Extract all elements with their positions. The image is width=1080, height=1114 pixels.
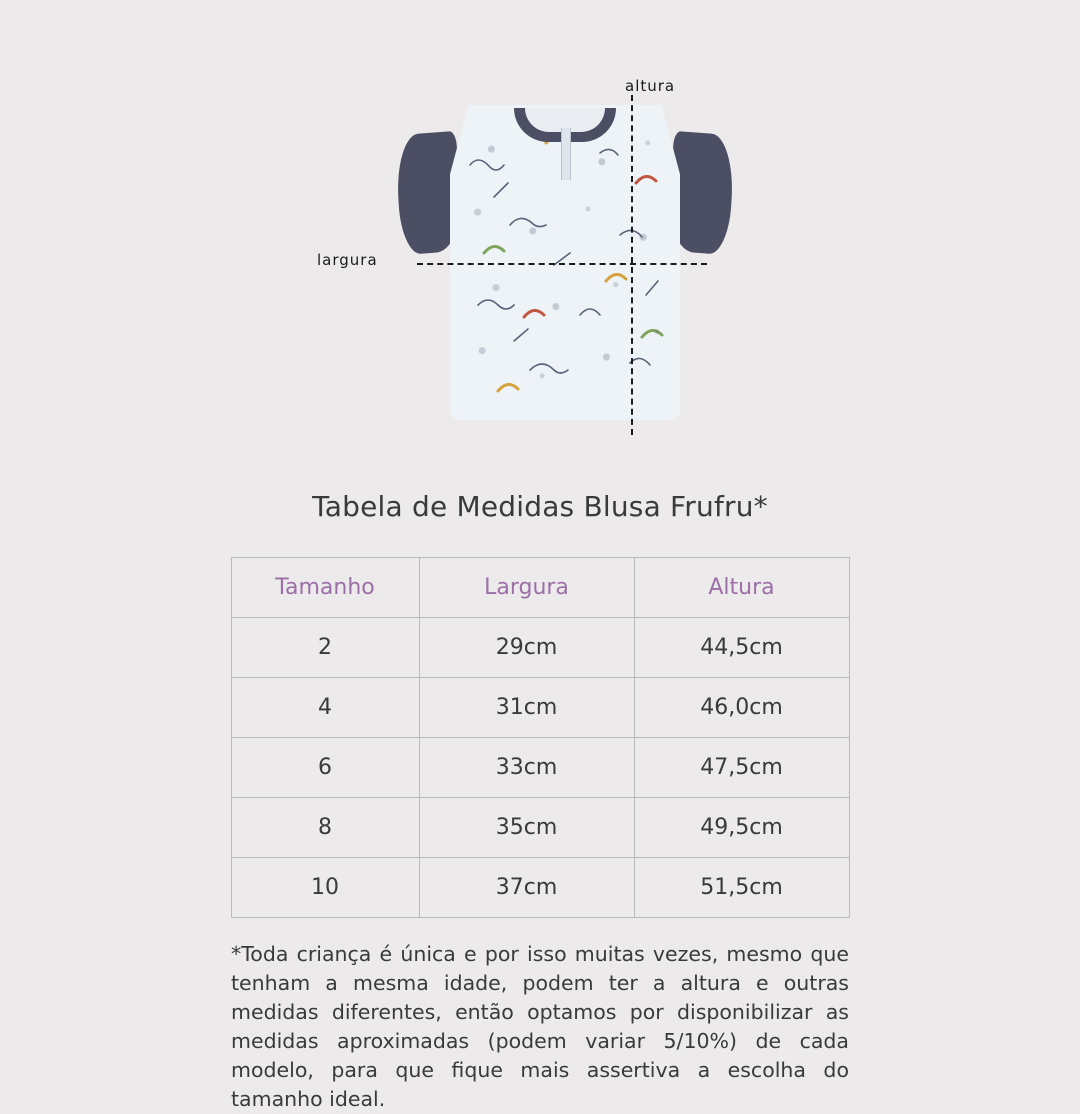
placket [561,128,571,180]
table-header-row [231,558,849,618]
garment-illustration [0,0,1080,470]
altura-label: altura [625,77,676,95]
size-table [231,557,850,918]
height-guide-line [631,95,633,435]
cell-largura: 35cm [419,798,634,858]
table-row [231,738,849,798]
cell-altura: 49,5cm [634,798,849,858]
largura-label: largura [317,251,378,269]
cell-largura: 33cm [419,738,634,798]
cell-largura: 29cm [419,618,634,678]
cell-altura: 44,5cm [634,618,849,678]
footnote-text: *Toda criança é única e por isso muitas vezes, mesmo que tenham a mesma idade, podem ter a altura e outras medidas diferentes, então optamos por disponibilizar as medidas aproximadas (podem variar 5/10%) de cada modelo, para que fique mais assertiva a escolha do tamanho ideal. [231,942,849,1111]
garment-figure [317,77,735,435]
cell-altura: 51,5cm [634,858,849,918]
width-guide-line [417,263,707,265]
column-header-altura: Altura [634,558,849,618]
page-title: Tabela de Medidas Blusa Frufru* [312,490,768,523]
cell-tamanho: 6 [231,738,419,798]
cell-altura: 47,5cm [634,738,849,798]
table-row [231,798,849,858]
cell-tamanho: 8 [231,798,419,858]
cell-tamanho: 10 [231,858,419,918]
table-row [231,618,849,678]
cell-tamanho: 4 [231,678,419,738]
column-header-tamanho: Tamanho [231,558,419,618]
table-row [231,678,849,738]
cell-altura: 46,0cm [634,678,849,738]
cell-tamanho: 2 [231,618,419,678]
cell-largura: 37cm [419,858,634,918]
table-row [231,858,849,918]
cell-largura: 31cm [419,678,634,738]
column-header-largura: Largura [419,558,634,618]
